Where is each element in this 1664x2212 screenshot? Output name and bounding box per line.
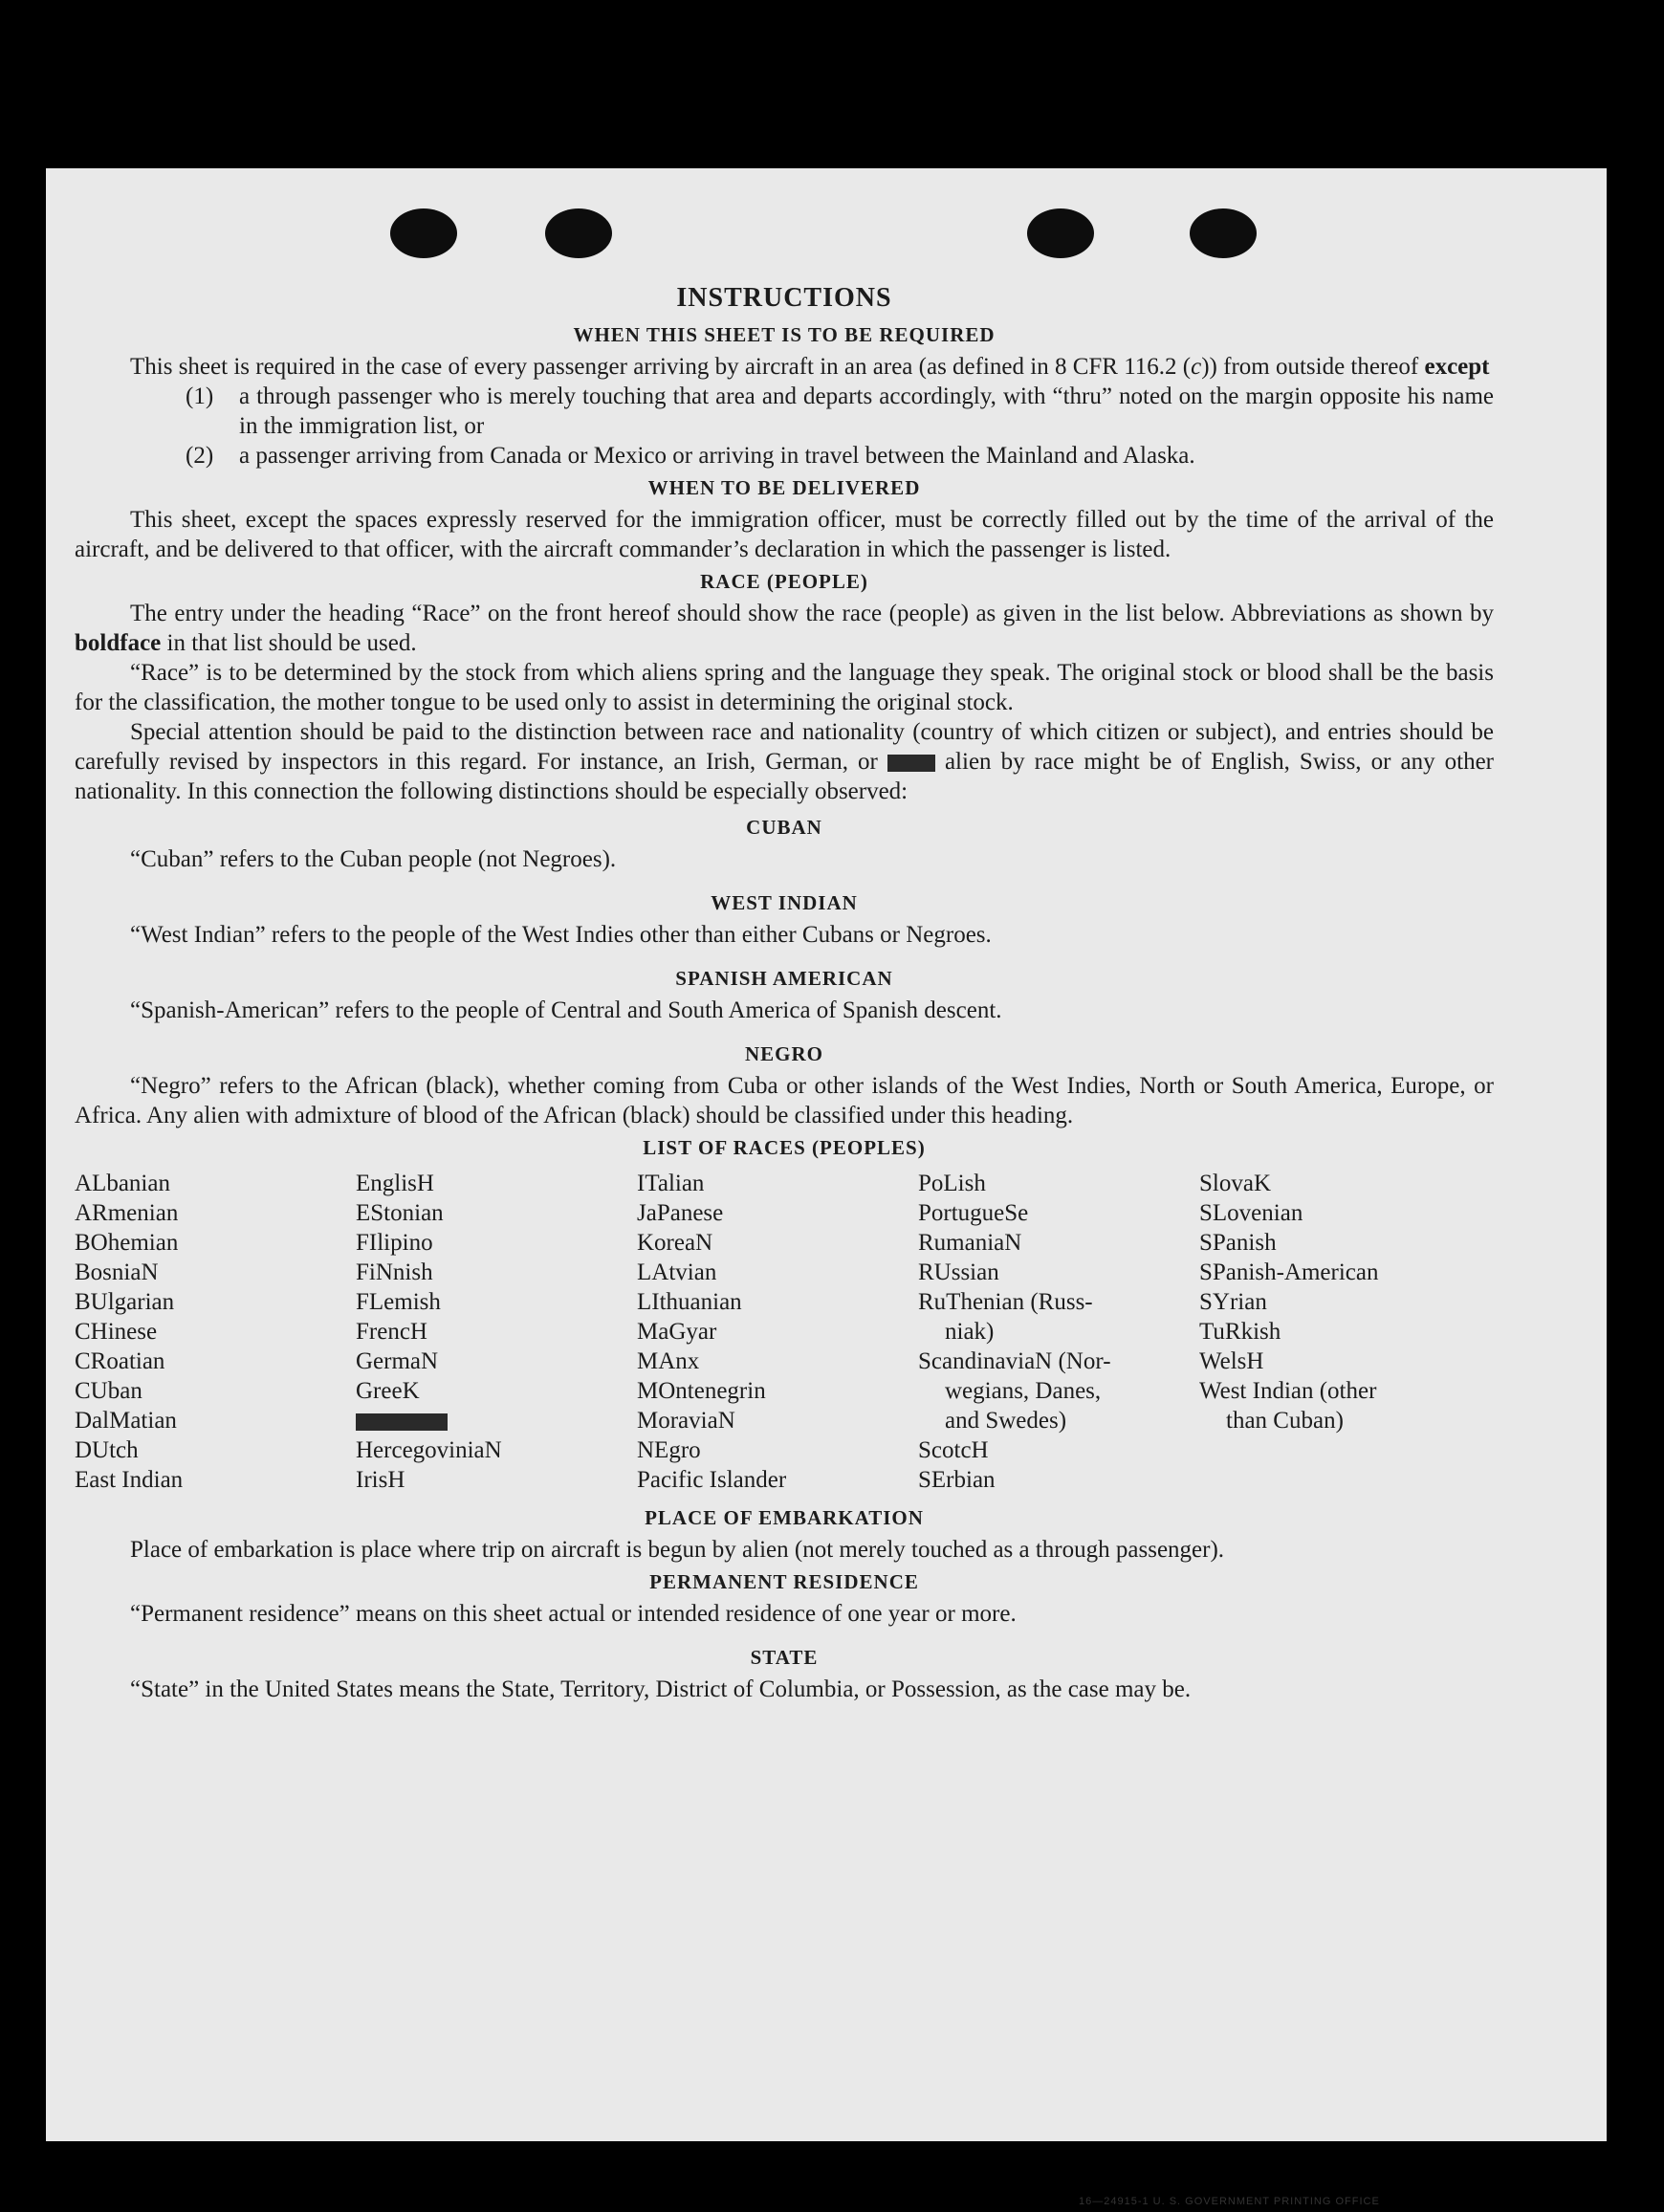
races-column-5 — [1199, 1169, 1480, 1495]
section-heading-spanish-american: SPANISH AMERICAN — [675, 967, 893, 990]
race-entry: LAtvian — [637, 1259, 717, 1285]
page-title: INSTRUCTIONS — [676, 283, 892, 313]
race-entry: SPanish — [1199, 1230, 1277, 1256]
punch-hole — [1027, 208, 1094, 258]
west-indian-paragraph: “West Indian” refers to the people of the West Indies other than either Cubans or Negroes. — [130, 922, 992, 948]
race-entry: and Swedes) — [945, 1408, 1067, 1434]
redaction-mark — [887, 755, 935, 772]
race-entry: FrencH — [356, 1319, 427, 1345]
race-entry: DUtch — [75, 1437, 139, 1463]
races-column-4 — [918, 1169, 1199, 1495]
race-paragraph-2: “Race” is to be determined by the stock from which aliens spring and the language they speak. The original stock or blood shall be the basis for the classification, the mother tongue to be used only to assist in determining the original stock. — [75, 660, 1494, 715]
race-entry: PortugueSe — [918, 1200, 1029, 1226]
section-heading-negro: NEGRO — [744, 1042, 823, 1065]
race-entry: CHinese — [75, 1319, 158, 1345]
section-heading-when-delivered: WHEN TO BE DELIVERED — [647, 476, 921, 499]
race-entry: SYrian — [1199, 1289, 1267, 1315]
race-entry: FiNnish — [356, 1259, 433, 1285]
race-entry: FLemish — [356, 1289, 441, 1315]
race-entry: RUssian — [918, 1259, 999, 1285]
race-entry: Pacific Islander — [637, 1467, 787, 1493]
race-entry: BosniaN — [75, 1259, 159, 1285]
race-entry: LIthuanian — [637, 1289, 742, 1315]
race-entry: GreeK — [356, 1378, 420, 1404]
section-heading-state: STATE — [750, 1646, 819, 1669]
exception-item-1: (1) a through passenger who is merely touching that area and departs accordingly, with “thru” noted on the margin opposite his name in the immigration list, or — [186, 383, 1494, 439]
race-entry: ScotcH — [918, 1437, 989, 1463]
race-entry: FIlipino — [356, 1230, 433, 1256]
race-entry: IrisH — [356, 1467, 405, 1493]
race-paragraph-3: Special attention should be paid to the distinction between race and nationality (country of which citizen or subject), and entries should be carefully revised by inspectors in this regard. For instance, an Irish, German, or alien by race might be of English, Swiss, or any other nationality. In this connection the following distinctions should be especially observed: — [75, 719, 1494, 804]
race-entry: ARmenian — [75, 1200, 179, 1226]
state-paragraph: “State” in the United States means the State, Territory, District of Columbia, or Possession, as the case may be. — [130, 1676, 1192, 1702]
race-entry: CUban — [75, 1378, 142, 1404]
race-entry: GermaN — [356, 1348, 439, 1374]
section-heading-embarkation: PLACE OF EMBARKATION — [645, 1506, 924, 1529]
race-entry: KoreaN — [637, 1230, 713, 1256]
section-heading-race: RACE (PEOPLE) — [700, 570, 868, 593]
negro-paragraph: “Negro” refers to the African (black), whether coming from Cuba or other islands of the West Indies, North or South America, Europe, or Africa. Any alien with admixture of blood of the African (black) should be classified under this heading. — [75, 1073, 1494, 1128]
race-entry: SErbian — [918, 1467, 996, 1493]
section-heading-when-required: WHEN THIS SHEET IS TO BE REQUIRED — [573, 323, 996, 346]
race-entry: ITalian — [637, 1171, 705, 1196]
race-paragraph-1: The entry under the heading “Race” on the front hereof should show the race (people) as given in the list below. Abbreviations as shown by boldface in that list should be used. — [75, 601, 1494, 656]
section-heading-permanent-residence: PERMANENT RESIDENCE — [649, 1570, 919, 1593]
race-entry: EStonian — [356, 1200, 444, 1226]
race-entry: niak) — [945, 1319, 995, 1345]
races-column-2 — [356, 1169, 637, 1495]
section-heading-races-list: LIST OF RACES (PEOPLES) — [643, 1136, 926, 1159]
race-entry: ALbanian — [75, 1171, 170, 1196]
permanent-residence-paragraph: “Permanent residence” means on this sheet actual or intended residence of one year or more. — [130, 1601, 1017, 1627]
race-entry: ScandinaviaN (Nor- — [918, 1348, 1111, 1374]
race-entry: SlovaK — [1199, 1171, 1271, 1196]
race-entry: wegians, Danes, — [945, 1378, 1102, 1404]
instructions-body — [75, 283, 1494, 1704]
section-heading-cuban: CUBAN — [746, 816, 822, 839]
when-required-paragraph: This sheet is required in the case of every passenger arriving by aircraft in an area (as defined in 8 CFR 116.2 (c)) from outside thereof except — [130, 354, 1490, 380]
printer-imprint: 16—24915-1 U. S. GOVERNMENT PRINTING OFFICE — [1079, 2196, 1380, 2207]
race-entry: TuRkish — [1199, 1319, 1281, 1345]
race-entry: HercegoviniaN — [356, 1437, 502, 1463]
exception-item-2: (2) a passenger arriving from Canada or Mexico or arriving in travel between the Mainland and Alaska. — [186, 443, 1195, 469]
cuban-paragraph: “Cuban” refers to the Cuban people (not Negroes). — [130, 846, 617, 872]
when-delivered-paragraph: This sheet, except the spaces expressly reserved for the immigration officer, must be correctly filled out by the time of the arrival of the aircraft, and be delivered to that officer, with the aircraft commander’s declaration in which the passenger is listed. — [75, 507, 1494, 562]
race-entry: DalMatian — [75, 1408, 177, 1434]
punch-hole — [390, 208, 457, 258]
race-entry-redacted — [356, 1406, 637, 1435]
embarkation-paragraph: Place of embarkation is place where trip on aircraft is begun by alien (not merely touched as a through passenger). — [130, 1537, 1225, 1563]
race-entry: than Cuban) — [1226, 1408, 1344, 1434]
race-entry: RuThenian (Russ- — [918, 1289, 1093, 1315]
redaction-mark — [356, 1413, 448, 1431]
races-list — [75, 1169, 1494, 1495]
race-entry: SLovenian — [1199, 1200, 1303, 1226]
race-entry: CRoatian — [75, 1348, 165, 1374]
race-entry: NEgro — [637, 1437, 701, 1463]
race-entry: West Indian (other — [1199, 1378, 1377, 1404]
punch-hole — [1190, 208, 1257, 258]
spanish-american-paragraph: “Spanish-American” refers to the people of Central and South America of Spanish descent. — [130, 997, 1002, 1023]
race-entry: MAnx — [637, 1348, 700, 1374]
race-entry: WelsH — [1199, 1348, 1264, 1374]
race-entry: BOhemian — [75, 1230, 179, 1256]
punch-hole — [545, 208, 612, 258]
document-sheet — [46, 168, 1607, 2207]
race-entry: SPanish-American — [1199, 1259, 1379, 1285]
race-entry: JaPanese — [637, 1200, 724, 1226]
race-entry: MOntenegrin — [637, 1378, 766, 1404]
section-heading-west-indian: WEST INDIAN — [711, 891, 858, 914]
races-column-1 — [75, 1169, 356, 1495]
race-entry: RumaniaN — [918, 1230, 1022, 1256]
race-entry: PoLish — [918, 1171, 986, 1196]
race-entry: BUlgarian — [75, 1289, 175, 1315]
race-entry: MoraviaN — [637, 1408, 735, 1434]
race-entry: EnglisH — [356, 1171, 434, 1196]
races-column-3 — [637, 1169, 918, 1495]
race-entry: East Indian — [75, 1467, 184, 1493]
race-entry: MaGyar — [637, 1319, 717, 1345]
